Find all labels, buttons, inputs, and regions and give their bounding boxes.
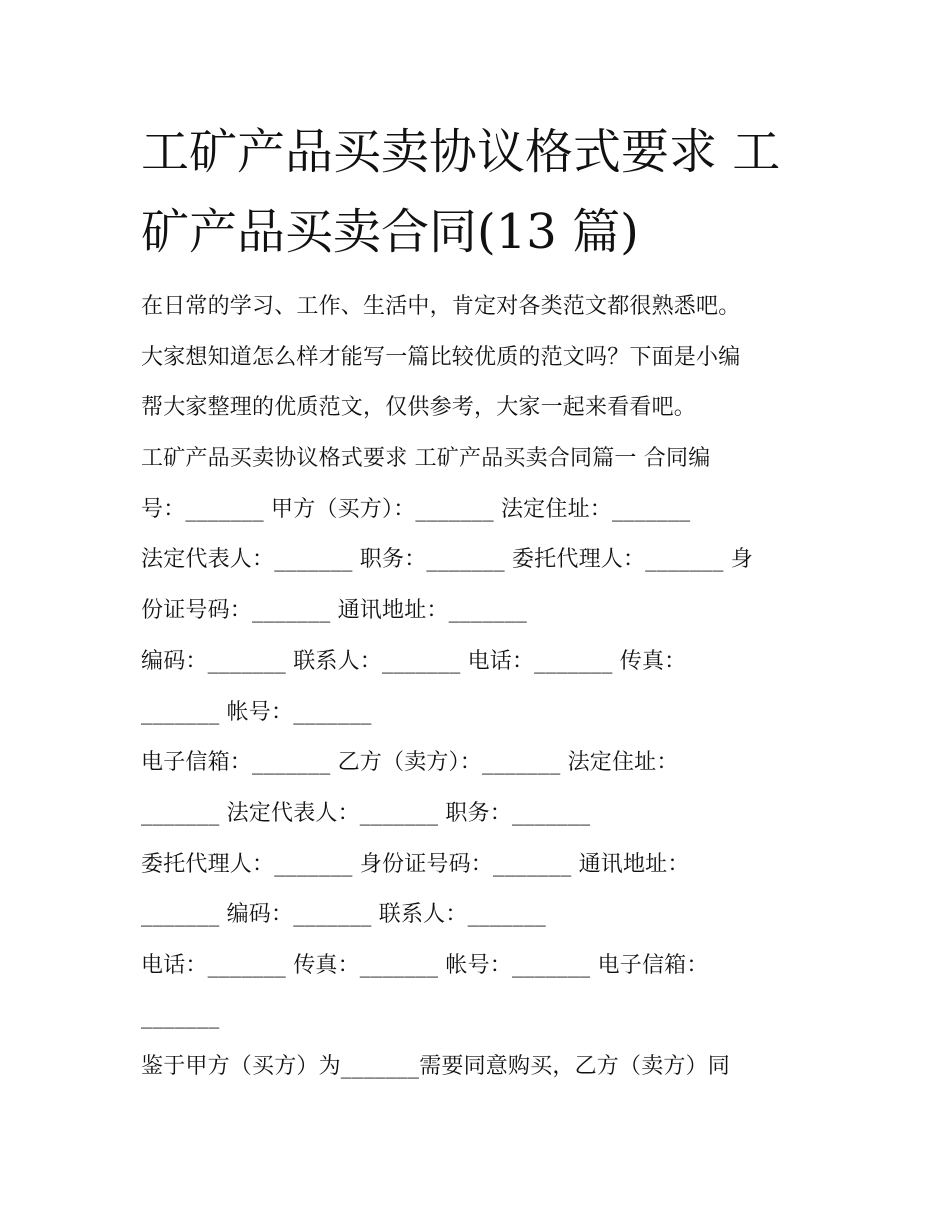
form-line: 份证号码：_______ 通讯地址：_______ (141, 598, 527, 624)
intro-line: 帮大家整理的优质范文，仅供参考，大家一起来看看吧。 (141, 395, 697, 421)
section-heading-line: 工矿产品买卖协议格式要求 工矿产品买卖合同篇一 合同编 (141, 446, 711, 472)
form-line: 电话：_______ 传真：_______ 帐号：_______ 电子信箱： (141, 952, 709, 978)
form-line: 号：_______ 甲方（买方）：_______ 法定住址：_______ (141, 496, 691, 522)
title-line-1: 工矿产品买卖协议格式要求 工 (141, 124, 781, 180)
form-line: 电子信箱：_______ 乙方（卖方）：_______ 法定住址： (141, 750, 679, 776)
paragraph-line: 鉴于甲方（买方）为_______需要同意购买，乙方（卖方）同 (141, 1054, 731, 1080)
form-line: _______ (141, 1003, 220, 1029)
intro-line: 在日常的学习、工作、生活中，肯定对各类范文都很熟悉吧。 (141, 294, 741, 319)
document-title (141, 112, 821, 272)
form-line: _______ 编码：_______ 联系人：_______ (141, 902, 546, 928)
document-body (141, 282, 831, 1093)
form-line: _______ 法定代表人：_______ 职务：_______ (141, 800, 591, 826)
form-line: 编码：_______ 联系人：_______ 电话：_______ 传真： (141, 648, 687, 674)
form-line: _______ 帐号：_______ (141, 699, 372, 725)
title-line-2: 矿产品买卖合同(13 篇) (141, 204, 639, 260)
form-line: 委托代理人：_______ 身份证号码：_______ 通讯地址： (141, 851, 690, 877)
intro-line: 大家想知道怎么样才能写一篇比较优质的范文吗？下面是小编 (141, 344, 741, 370)
form-line: 法定代表人：_______ 职务：_______ 委托代理人：_______ 身 (141, 547, 753, 573)
